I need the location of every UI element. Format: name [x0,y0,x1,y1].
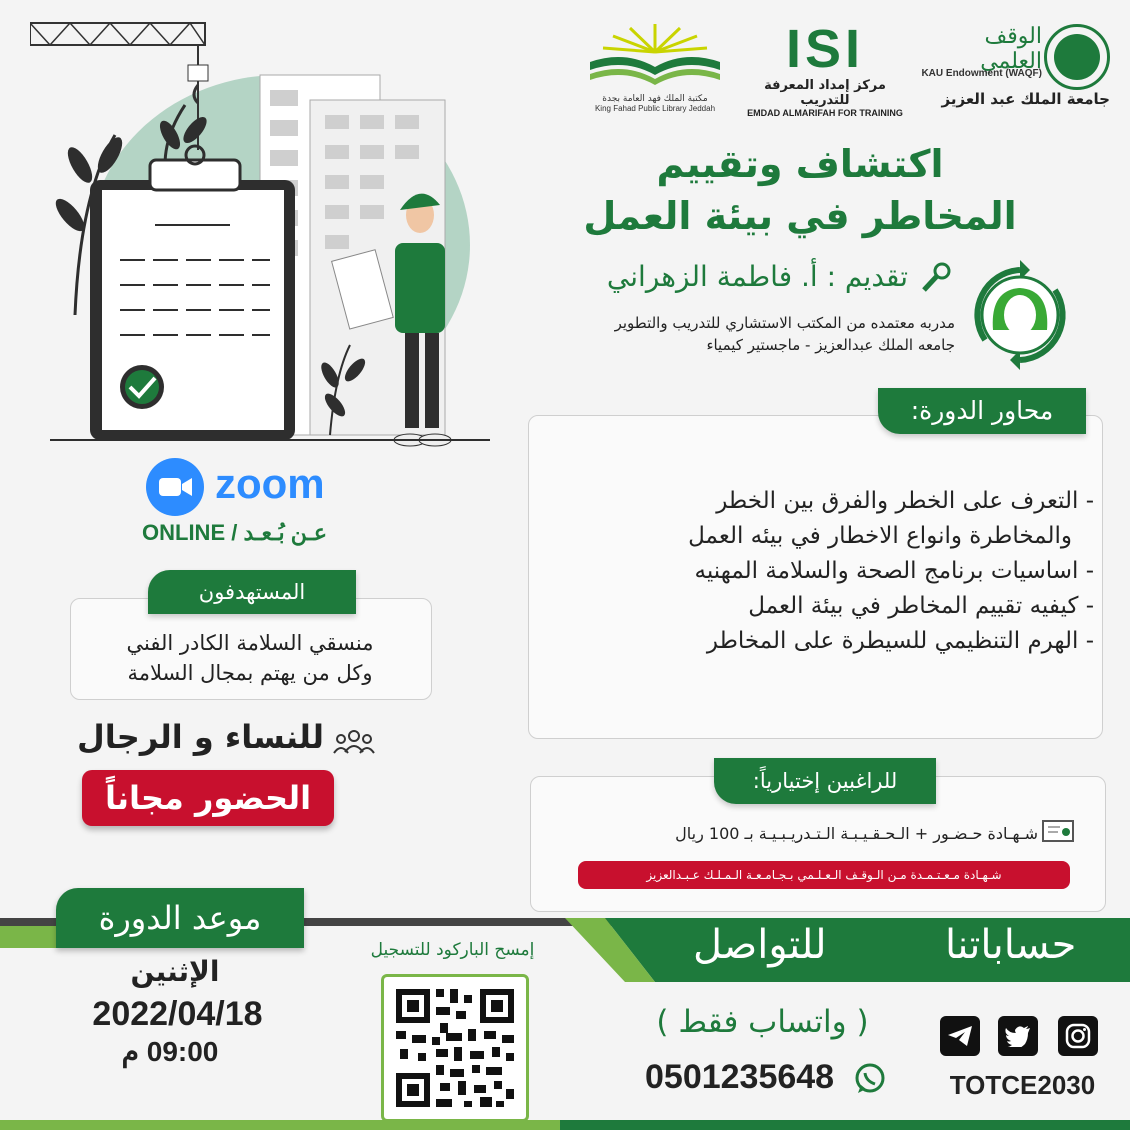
twitter-icon[interactable] [998,1016,1038,1056]
phone-number[interactable]: 0501235648 [645,1058,835,1096]
presenter-credentials [615,312,955,356]
audience-line1: منسقي السلامة الكادر الفني [126,631,374,655]
open-book-icon [585,22,725,90]
bottom-right-stripe [560,1120,1130,1130]
registration-qr-code[interactable] [381,974,529,1122]
connect-label: للتواصل [693,922,827,968]
illustration [30,15,500,455]
axes-item: - الهرم التنظيمي للسيطرة على المخاطر [706,628,1094,654]
axes-item: - اساسيات برنامج الصحة والسلامة المهنيه [694,558,1094,584]
telegram-icon[interactable] [940,1016,980,1056]
title-line1: اكتشاف وتقييم [656,142,944,186]
certified-badge: شـهـادة مـعـتـمـدة مـن الـوقـف الـعـلـمي بـجـامـعـة الـمـلـك عـبـدالعزيز [578,861,1070,889]
presenter-avatar [960,255,1080,375]
emdad-logo [740,20,910,120]
certificate-icon [1042,820,1074,844]
audience-heading: المستهدفون [148,570,356,614]
kau-logo [921,20,1110,120]
axes-card [528,415,1103,739]
kau-logo-main: الوقف العلمي [980,24,1042,74]
online-label: ONLINE / عـن بُـعـد [142,520,328,545]
audience-text [70,628,430,688]
axes-item: - كيفيه تقييم المخاطر في بيئة العمل [748,593,1094,619]
audience-line2: وكل من يهتم بمجال السلامة [127,661,373,685]
whatsapp-note: ( واتساب فقط ) [656,1004,869,1040]
optional-offer: شـهـادة حـضـور + الـحـقـيـبـة الـتـدريـبـيـة بـ 100 ريال [675,824,1038,843]
optional-heading: للراغبين إختيارياً: [714,758,936,804]
people-icon [332,728,376,756]
axes-heading: محاور الدورة: [878,388,1086,434]
axes-list [688,484,1094,659]
axes-item: - التعرف على الخطر والفرق بين الخطر [716,488,1094,514]
schedule-heading: موعد الدورة [56,888,304,948]
presenter-line1: مدربه معتمده من المكتب الاستشاري للتدريب والتطوير [614,314,955,332]
social-handle: TOTCE2030 [949,1070,1096,1100]
course-title [560,138,1040,242]
presenter-line2: جامعه الملك عبدالعزيز - ماجستير كيمياء [706,336,955,354]
bottom-left-stripe [0,1120,560,1130]
library-logo [580,22,730,122]
zoom-camera-icon [146,458,204,516]
schedule-time: 09:00 م [121,1036,219,1067]
zoom-wordmark: zoom [215,460,325,507]
gender-label: للنساء و الرجال [77,718,324,756]
whatsapp-icon[interactable] [853,1062,887,1096]
kau-logo-en: KAU Endowment (WAQF) [921,68,1042,79]
microphone-icon [918,262,952,296]
instagram-icon[interactable] [1058,1016,1098,1056]
emdad-mark: ISI [785,19,865,79]
checkmark-icon [120,365,164,409]
qr-label: إمسح الباركود للتسجيل [370,940,535,960]
schedule-day: الإثنين [130,955,220,988]
presenter-label: تقديم : أ. فاطمة الزهراني [606,260,908,293]
library-ar: مكتبة الملك فهد العامة بجدة [602,94,708,104]
kau-logo-sub: جامعة الملك عبد العزيز [941,90,1110,108]
emdad-ar: مركز إمداد المعرفة للتدريب [764,78,886,108]
library-en: King Fahad Public Library Jeddah [594,104,716,113]
free-attendance-badge: الحضور مجاناً [82,770,334,826]
schedule-date: 2022/04/18 [92,995,263,1033]
emdad-en: EMDAD ALMARIFAH FOR TRAINING [747,108,903,118]
accounts-label: حساباتنا [945,922,1077,968]
waqf-emblem [1044,24,1110,90]
title-line2: المخاطر في بيئة العمل [583,194,1017,238]
axes-item: والمخاطرة وانواع الاخطار في بيئه العمل [688,523,1072,549]
